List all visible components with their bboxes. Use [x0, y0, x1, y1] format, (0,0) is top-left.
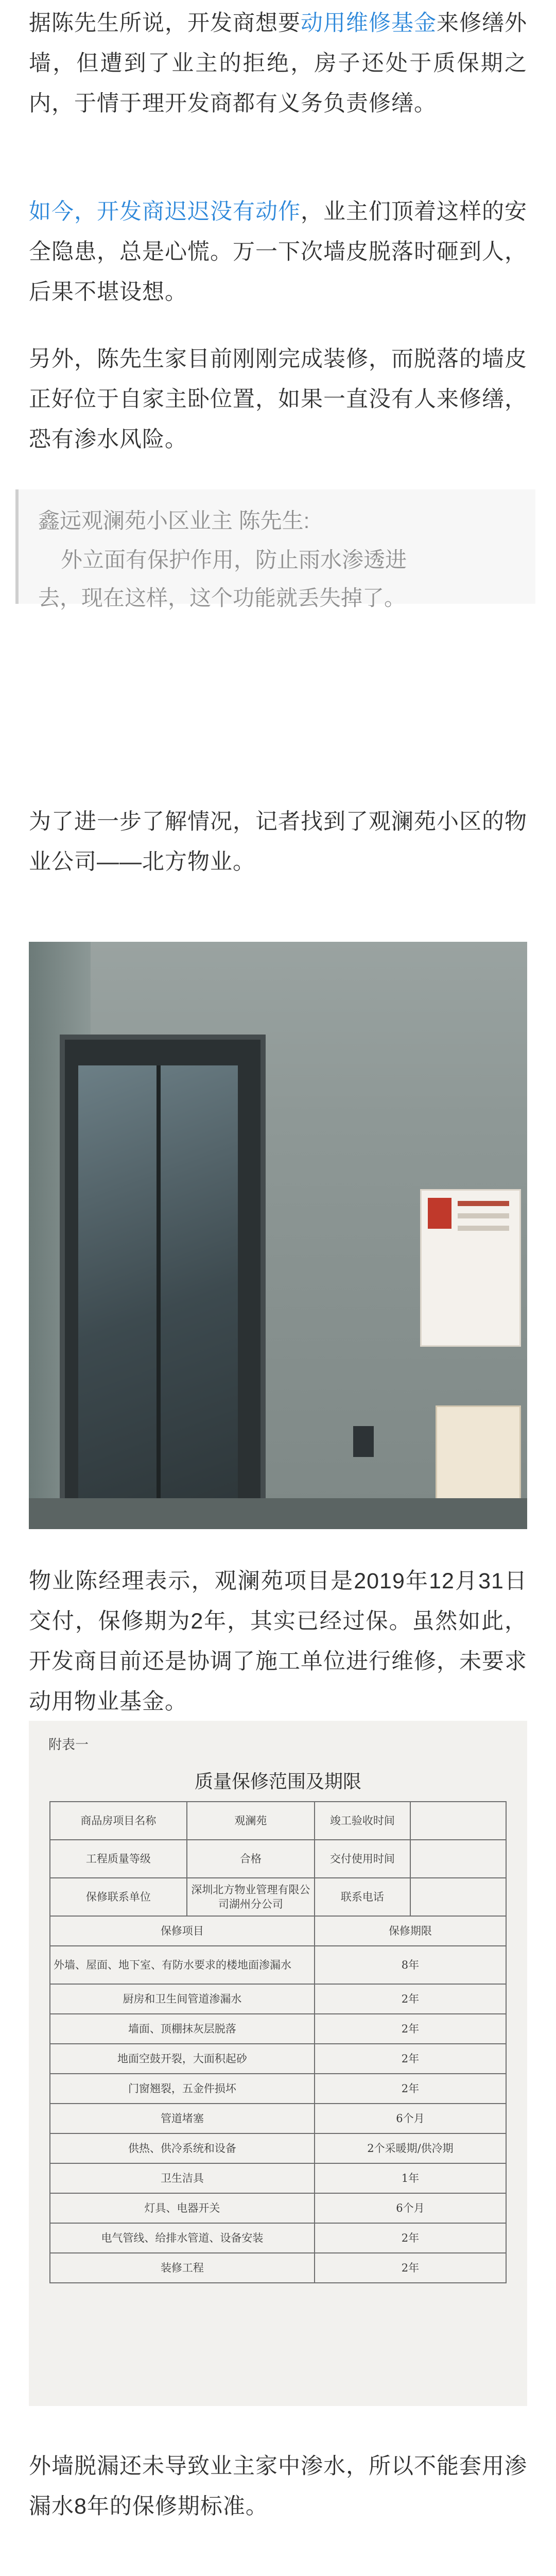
table-row: [50, 1984, 506, 2014]
table-cell: 墙面、顶棚抹灰层脱落: [50, 2014, 315, 2044]
table-cell: 交付使用时间: [315, 1840, 410, 1878]
table-row: [50, 1878, 506, 1916]
table-cell: 装修工程: [50, 2253, 315, 2283]
table-cell: 联系电话: [315, 1878, 410, 1916]
table-cell: 卫生洁具: [50, 2163, 315, 2193]
table-cell: 2年: [315, 2074, 506, 2104]
paragraph-leak-standard: 外墙脱漏还未导致业主家中渗水，所以不能套用渗漏水8年的保修期标准。: [29, 2454, 527, 2519]
table-cell: 2个采暖期/供冷期: [315, 2133, 506, 2163]
table-cell: 商品房项目名称: [50, 1802, 187, 1840]
quote-speaker: 鑫远观澜苑小区业主 陈先生:: [38, 509, 310, 533]
warranty-table: [49, 1801, 507, 2283]
paragraph-maintenance-fund: [29, 3, 527, 124]
table-cell: 供热、供冷系统和设备: [50, 2133, 315, 2163]
table-cell: [410, 1840, 506, 1878]
paragraph-leak-risk: 另外，陈先生家目前刚刚完成装修，而脱落的墙皮正好位于自家主卧位置，如果一直没有人来修缮，恐有渗水风险。: [29, 347, 527, 452]
table-cell: [410, 1802, 506, 1840]
table-row: [50, 1802, 506, 1840]
table-cell: 8年: [315, 1946, 506, 1984]
property-sign-image: [420, 1189, 521, 1347]
warranty-document-image: [29, 1721, 527, 2406]
paragraph-reporter-property: 为了进一步了解情况，记者找到了观澜苑小区的物业公司——北方物业。: [29, 809, 527, 874]
highlight-maintenance-fund: 动用维修基金: [301, 11, 437, 36]
table-cell: 2年: [315, 2044, 506, 2074]
text-segment: ，业主们顶着这样的安全隐患，总是心慌。万一下次墙皮脱落时砸到人，后果不堪设想。: [29, 199, 527, 304]
table-row: [50, 2193, 506, 2223]
table-cell: 厨房和卫生间管道渗漏水: [50, 1984, 315, 2014]
table-cell: 6个月: [315, 2104, 506, 2133]
table-cell: 1年: [315, 2163, 506, 2193]
table-row: [50, 2014, 506, 2044]
table-cell: 门窗翘裂，五金件损坏: [50, 2074, 315, 2104]
table-cell: 2年: [315, 2223, 506, 2253]
table-row: [50, 2253, 506, 2283]
quote-line: 去，现在这样，这个功能就丢失掉了。: [38, 586, 406, 610]
table-cell: 电气管线、给排水管道、设备安装: [50, 2223, 315, 2253]
table-cell: 观澜苑: [187, 1802, 315, 1840]
table-row: [50, 2104, 506, 2133]
table-row: [50, 1840, 506, 1878]
table-cell: [410, 1878, 506, 1916]
table-cell: 6个月: [315, 2193, 506, 2223]
table-row: [50, 1946, 506, 1984]
table-row: [50, 2223, 506, 2253]
paragraph-warranty-expired: 物业陈经理表示，观澜苑项目是2019年12月31日交付，保修期为2年，其实已经过保。虽然如此，开发商目前还是协调了施工单位进行维修，未要求动用物业基金。: [29, 1569, 527, 1714]
text-segment: 来修缮外墙，但遭到了业主的拒绝，房子还处于质保期之内，于情于理开发商都有义务负责修缮。: [29, 11, 527, 116]
table-cell: 灯具、电器开关: [50, 2193, 315, 2223]
table-cell: 管道堵塞: [50, 2104, 315, 2133]
table-cell: 地面空鼓开裂，大面积起砂: [50, 2044, 315, 2074]
table-cell: 工程质量等级: [50, 1840, 187, 1878]
owner-quote: [15, 489, 535, 610]
table-cell: 2年: [315, 1984, 506, 2014]
table-header-cell: 保修项目: [50, 1916, 315, 1946]
table-header-row: [50, 1916, 506, 1946]
highlight-developer-delay: 如今，开发商迟迟没有动作: [29, 199, 301, 224]
table-cell: 合格: [187, 1840, 315, 1878]
property-office-photo: [29, 942, 527, 1529]
table-row: [50, 2133, 506, 2163]
table-cell: 保修联系单位: [50, 1878, 187, 1916]
paragraph-developer-delay: [29, 192, 527, 312]
table-cell: 2年: [315, 2253, 506, 2283]
table-row: [50, 2044, 506, 2074]
table-row: [50, 2074, 506, 2104]
quote-line: 外立面有保护作用，防止雨水渗透进: [61, 548, 407, 572]
table-cell: 2年: [315, 2014, 506, 2044]
document-attachment-label: 附表一: [48, 1737, 89, 1752]
table-row: [50, 2163, 506, 2193]
text-segment: 据陈先生所说，开发商想要: [29, 11, 301, 36]
table-cell: 深圳北方物业管理有限公司湖州分公司: [187, 1878, 315, 1916]
table-header-cell: 保修期限: [315, 1916, 506, 1946]
document-title: 质量保修范围及期限: [194, 1771, 361, 1792]
table-cell: 外墙、屋面、地下室、有防水要求的楼地面渗漏水: [50, 1946, 315, 1984]
table-cell: 竣工验收时间: [315, 1802, 410, 1840]
